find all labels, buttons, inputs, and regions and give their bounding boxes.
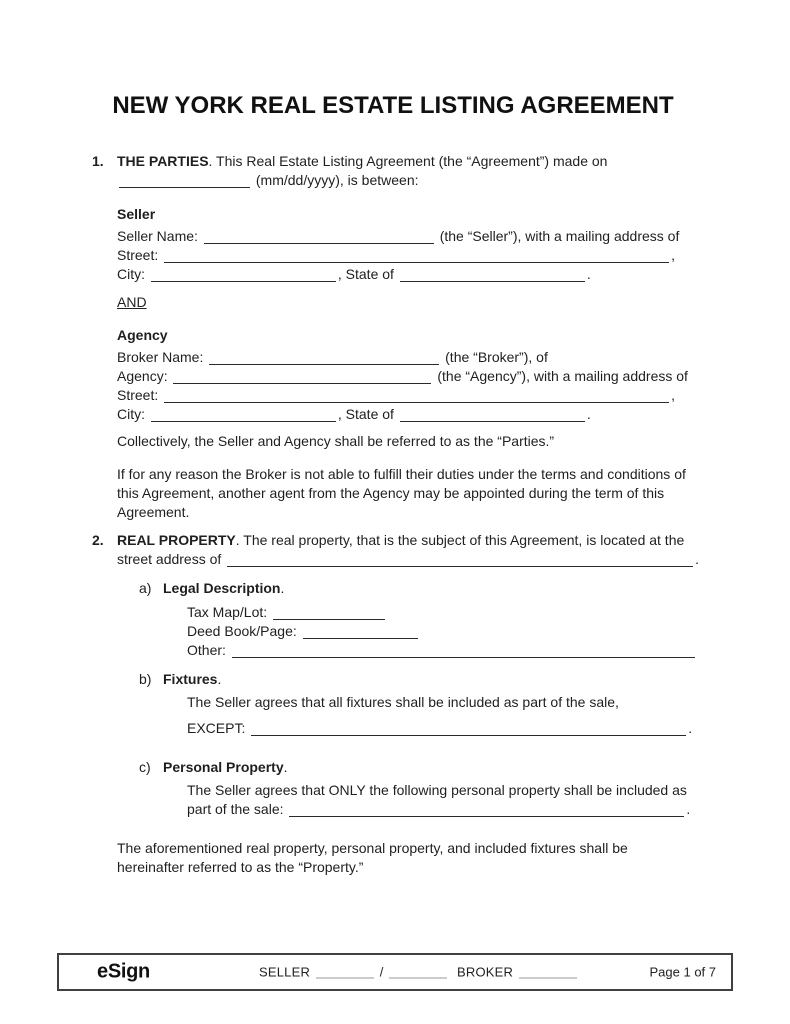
subsection-personal-property [139,758,694,839]
broker-initials-line [519,968,577,979]
period: . [283,759,288,775]
broker-name-blank-line [209,351,439,365]
seller-state-label: , State of [337,266,394,282]
tax-map-lot-label: Tax Map/Lot: [187,604,268,620]
legal-description-heading: Legal Description [163,580,281,596]
section-1-heading: THE PARTIES [117,153,209,169]
seller-name-after: (the “Seller”), with a mailing address of [439,228,680,244]
period: . [217,671,222,687]
tax-map-lot-blank-line [273,606,385,620]
seller-name-blank-line [204,230,434,244]
deed-book-page-blank-line [303,625,418,639]
collectively-paragraph: Collectively, the Seller and Agency shall be referred to as the “Parties.” [117,433,555,449]
deed-book-page-label: Deed Book/Page: [187,623,297,639]
section-2-real-property [92,531,700,877]
street-address-blank-line [227,553,693,567]
document-title: NEW YORK REAL ESTATE LISTING AGREEMENT [112,92,674,119]
footer-broker-label: BROKER [457,964,514,980]
personal-property-body [187,781,694,819]
seller-initials-line [316,968,374,979]
broker-duties-paragraph: If for any reason the Broker is not able to fulfill their duties under the terms and conditions of this Agreement, another agent from the Agency may be appointed during the term of this Agreement. [117,466,686,520]
street-address-label: street address of [117,551,222,567]
broker-name-after: (the “Broker”), of [445,349,548,365]
legal-description-heading-line [163,579,694,598]
subsection-a-letter: a) [139,580,152,596]
seller-name-line [117,227,694,246]
seller-date-line [389,968,447,979]
agency-city-line [117,405,694,424]
agency-street-blank-line [164,389,669,403]
period: . [686,801,691,817]
section-1-lead: . This Real Estate Listing Agreement (the “Agreement”) made on [208,153,608,169]
seller-city-blank-line [151,268,336,282]
seller-heading: Seller [117,206,156,222]
footer-seller-label: SELLER [259,964,311,980]
agency-city-label: City: [117,406,145,422]
footer-bar [57,953,733,991]
agreement-date-blank-line [119,174,250,188]
esign-logo: eSign [97,960,150,983]
agency-name-after: (the “Agency”), with a mailing address of [437,368,688,384]
section-2-lead: . The real property, that is the subject of this Agreement, is located at the [235,532,685,548]
fixtures-heading-line [163,670,694,689]
broker-name-label: Broker Name: [117,349,204,365]
seller-city-label: City: [117,266,145,282]
seller-state-blank-line [400,268,585,282]
agency-name-blank-line [173,370,431,384]
personal-property-line-1: The Seller agrees that ONLY the following personal property shall be included as [187,782,687,798]
page-indicator: Page 1 of 7 [649,964,716,980]
section-2-heading: REAL PROPERTY [117,532,236,548]
agency-state-blank-line [400,408,585,422]
period: . [586,406,591,422]
section-2-number: 2. [92,532,104,548]
other-blank-line [232,644,695,658]
personal-property-heading-line [163,758,694,777]
section-1-the-parties [92,152,694,531]
fixtures-heading: Fixtures [163,671,218,687]
agency-street-line [117,386,694,405]
footer-seller-signature [259,963,449,982]
period: . [586,266,591,282]
period: . [688,720,693,736]
seller-name-label: Seller Name: [117,228,198,244]
broker-name-line [117,348,694,367]
seller-street-line [117,246,694,265]
period: . [695,551,700,567]
subsection-fixtures [139,670,694,758]
except-line [187,719,694,738]
section-1-intro [117,152,694,190]
section-1-after-blank: (mm/dd/yyyy), is between: [255,172,419,188]
personal-property-heading: Personal Property [163,759,284,775]
part-of-sale-label: part of the sale: [187,801,284,817]
seller-city-line [117,265,694,284]
agency-state-label: , State of [337,406,394,422]
section-1-number: 1. [92,153,104,169]
comma: , [671,387,676,403]
agency-city-blank-line [151,408,336,422]
agency-heading: Agency [117,327,168,343]
subsection-c-letter: c) [139,759,151,775]
section-2-intro [117,531,700,569]
agency-name-line [117,367,694,386]
closing-paragraph: The aforementioned real property, personal property, and included fixtures shall be hereinafter referred to as the “Property.” [117,840,628,875]
seller-street-blank-line [164,249,669,263]
comma: , [671,247,676,263]
agency-name-label: Agency: [117,368,168,384]
agency-street-label: Street: [117,387,159,403]
footer-slash: / [379,964,384,980]
other-label: Other: [187,642,226,658]
part-of-sale-blank-line [289,803,684,817]
seller-street-label: Street: [117,247,159,263]
except-blank-line [251,722,686,736]
subsection-b-letter: b) [139,671,152,687]
period: . [280,580,285,596]
and-separator: AND [117,294,147,310]
subsection-legal-description [139,579,694,670]
deed-book-page-line [187,622,694,641]
tax-map-lot-line [187,603,694,622]
except-label: EXCEPT: [187,720,246,736]
footer-broker-signature [457,963,579,982]
fixtures-body: The Seller agrees that all fixtures shall be included as part of the sale, [187,694,619,710]
other-line [187,641,694,660]
